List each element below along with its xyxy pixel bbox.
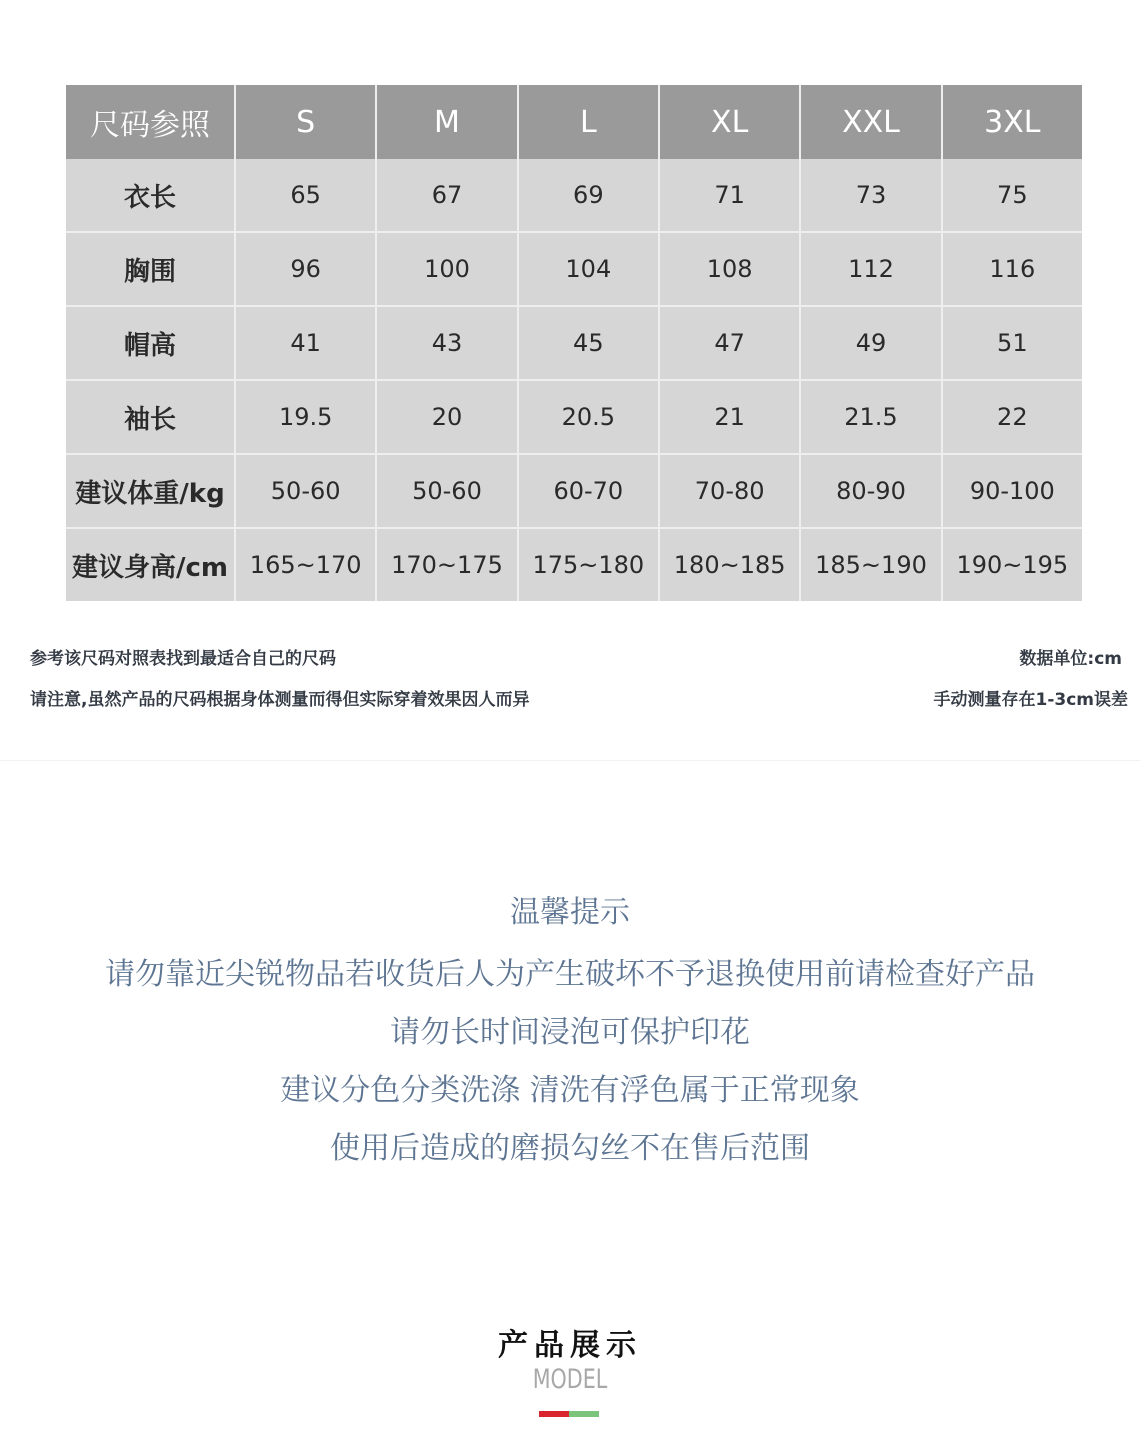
table-cell: 41 <box>236 307 375 379</box>
table-cell: 21.5 <box>801 381 940 453</box>
accent-bar-red <box>539 1411 569 1417</box>
table-header-cell: M <box>377 85 516 159</box>
table-cell: 80-90 <box>801 455 940 527</box>
table-cell: 180~185 <box>660 529 799 601</box>
tip-line: 请勿长时间浸泡可保护印花 <box>390 1015 750 1050</box>
table-cell: 69 <box>519 159 658 231</box>
table-header-cell: XL <box>660 85 799 159</box>
table-row-label: 建议体重/kg <box>66 455 234 527</box>
section-divider <box>0 760 1140 761</box>
size-note-reference: 参考该尺码对照表找到最适合自己的尺码 <box>30 649 336 669</box>
table-cell: 175~180 <box>519 529 658 601</box>
table-cell: 185~190 <box>801 529 940 601</box>
table-cell: 170~175 <box>377 529 516 601</box>
table-cell: 45 <box>519 307 658 379</box>
table-cell: 43 <box>377 307 516 379</box>
table-header-cell: 尺码参照 <box>66 85 234 159</box>
table-cell: 104 <box>519 233 658 305</box>
table-cell: 19.5 <box>236 381 375 453</box>
tip-line: 请勿靠近尖锐物品若收货后人为产生破坏不予退换使用前请检查好产品 <box>105 957 1035 992</box>
table-cell: 108 <box>660 233 799 305</box>
tip-line: 建议分色分类洗涤 清洗有浮色属于正常现象 <box>280 1073 860 1108</box>
tips-title: 温馨提示 <box>510 895 630 930</box>
table-header-cell: S <box>236 85 375 159</box>
product-display-title: 产品展示 <box>498 1328 642 1363</box>
table-cell: 50-60 <box>236 455 375 527</box>
table-cell: 112 <box>801 233 940 305</box>
accent-bar-green <box>569 1411 599 1417</box>
table-cell: 47 <box>660 307 799 379</box>
table-cell: 21 <box>660 381 799 453</box>
table-cell: 49 <box>801 307 940 379</box>
table-cell: 116 <box>943 233 1082 305</box>
table-cell: 60-70 <box>519 455 658 527</box>
table-header-cell: 3XL <box>943 85 1082 159</box>
tip-line: 使用后造成的磨损勾丝不在售后范围 <box>330 1131 810 1166</box>
table-cell: 90-100 <box>943 455 1082 527</box>
table-cell: 71 <box>660 159 799 231</box>
table-header-cell: XXL <box>801 85 940 159</box>
table-cell: 165~170 <box>236 529 375 601</box>
table-row-label: 胸围 <box>66 233 234 305</box>
table-cell: 70-80 <box>660 455 799 527</box>
size-note-unit: 数据单位:cm <box>1019 649 1122 669</box>
table-cell: 73 <box>801 159 940 231</box>
product-display-subtitle: MODEL <box>532 1364 608 1395</box>
table-row-label: 帽高 <box>66 307 234 379</box>
size-note-error: 手动测量存在1-3cm误差 <box>933 690 1128 710</box>
care-tips <box>0 888 1140 1178</box>
table-cell: 22 <box>943 381 1082 453</box>
table-cell: 20 <box>377 381 516 453</box>
table-row-label: 衣长 <box>66 159 234 231</box>
table-cell: 96 <box>236 233 375 305</box>
size-chart-table <box>66 85 1082 601</box>
table-header-cell: L <box>519 85 658 159</box>
table-row-label: 建议身高/cm <box>66 529 234 601</box>
table-cell: 190~195 <box>943 529 1082 601</box>
table-cell: 65 <box>236 159 375 231</box>
table-row-label: 袖长 <box>66 381 234 453</box>
table-cell: 100 <box>377 233 516 305</box>
table-cell: 20.5 <box>519 381 658 453</box>
table-cell: 51 <box>943 307 1082 379</box>
table-cell: 50-60 <box>377 455 516 527</box>
table-cell: 75 <box>943 159 1082 231</box>
size-note-disclaimer: 请注意,虽然产品的尺码根据身体测量而得但实际穿着效果因人而异 <box>30 690 530 710</box>
table-cell: 67 <box>377 159 516 231</box>
